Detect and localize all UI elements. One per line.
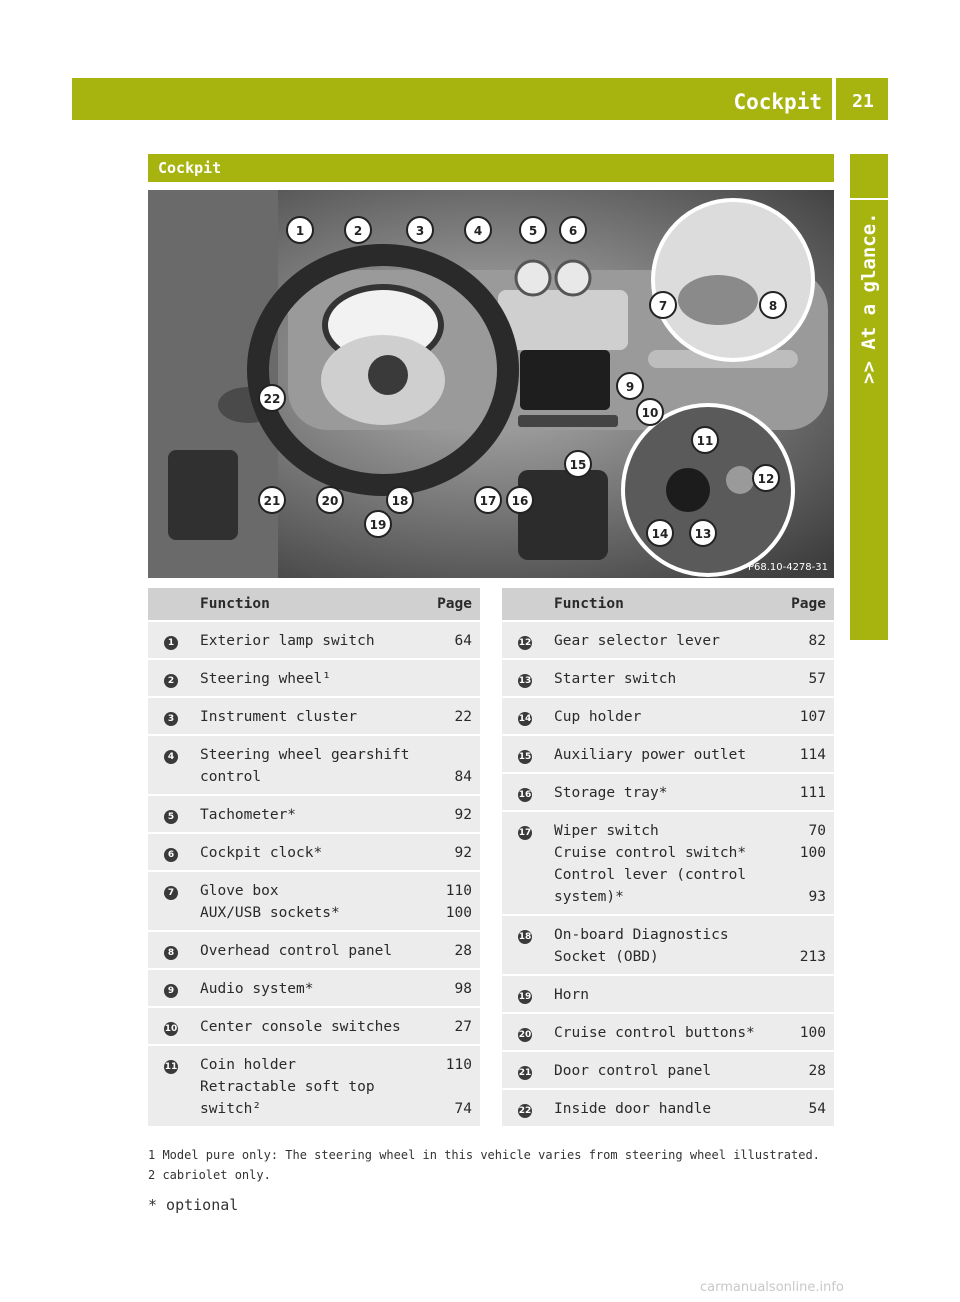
page-cell [424, 1045, 480, 1126]
function-text: Exterior lamp switch [200, 633, 375, 649]
callout-label-21: 21 [263, 494, 281, 508]
table-row [502, 1013, 834, 1051]
page-cell [424, 931, 480, 969]
function-text: Wiper switch [554, 823, 659, 839]
column-page: Page [778, 588, 834, 621]
function-text: AUX/USB sockets* [200, 905, 340, 921]
page-ref: 74 [454, 1101, 472, 1117]
table-row [502, 915, 834, 975]
page-ref: 22 [454, 709, 472, 725]
table-row [502, 975, 834, 1013]
table-row [502, 621, 834, 659]
page-cell [778, 621, 834, 659]
circled-number-icon: 10 [164, 1024, 178, 1034]
page-ref: 93 [808, 889, 826, 905]
side-tab-top [850, 154, 888, 198]
row-number-cell [148, 659, 192, 697]
circled-number-icon: 3 [164, 712, 178, 726]
function-text: Overhead control panel [200, 943, 393, 959]
circled-number-icon: 4 [164, 750, 178, 764]
function-cell [546, 1013, 778, 1051]
table-row [148, 969, 480, 1007]
page-cell [778, 1013, 834, 1051]
circled-number-icon: 2 [164, 674, 178, 688]
smart-logo-shape [368, 355, 408, 395]
function-text: Socket (OBD) [554, 949, 659, 965]
page-ref: 28 [808, 1063, 826, 1079]
page-ref: 111 [799, 785, 826, 801]
callout-label-13: 13 [694, 527, 712, 541]
function-cell [546, 915, 778, 975]
page-ref: 98 [454, 981, 472, 997]
footnote-optional: * optional [148, 1196, 239, 1214]
audio-system-shape [520, 350, 610, 410]
row-number-cell [502, 1013, 546, 1051]
circled-number-icon: 18 [518, 932, 532, 942]
circled-number-icon: 9 [164, 984, 178, 998]
page-cell [424, 621, 480, 659]
page-cell [778, 735, 834, 773]
circled-number-icon: 17 [518, 828, 532, 838]
page-ref: 57 [808, 671, 826, 687]
table-row [502, 1051, 834, 1089]
column-function: Function [546, 588, 778, 621]
page-ref [432, 1076, 472, 1098]
function-text: Steering wheel gearshift [200, 747, 410, 763]
table-row [148, 931, 480, 969]
function-text: Inside door handle [554, 1101, 712, 1117]
circled-number-icon: 13 [518, 676, 532, 686]
function-cell [192, 1045, 424, 1126]
table-row [148, 621, 480, 659]
page-cell [424, 735, 480, 795]
page-cell [424, 833, 480, 871]
function-text: Cup holder [554, 709, 642, 725]
side-tab-label: >> At a glance. [858, 212, 880, 384]
function-cell [192, 659, 424, 697]
callout-label-22: 22 [263, 392, 281, 406]
clock-shape [556, 261, 590, 295]
page-ref: 114 [799, 747, 826, 763]
circled-number-icon: 6 [164, 848, 178, 862]
page-ref: 100 [799, 845, 826, 861]
table-row [148, 1045, 480, 1126]
page-cell [778, 1089, 834, 1126]
circled-number-icon: 11 [164, 1062, 178, 1072]
tachometer-shape [516, 261, 550, 295]
column-number [148, 588, 192, 621]
function-table-right [502, 588, 834, 1126]
row-number-cell [502, 811, 546, 915]
cockpit-illustration [148, 190, 834, 578]
row-number-cell [502, 773, 546, 811]
section-title: Cockpit [158, 159, 222, 177]
page-ref [786, 984, 826, 1006]
function-text: Glove box [200, 883, 279, 899]
page-cell [778, 697, 834, 735]
page-ref: 27 [454, 1019, 472, 1035]
table-header [502, 588, 834, 621]
circled-number-icon: 20 [518, 1030, 532, 1040]
mirror-shape [678, 275, 758, 325]
page-ref: 84 [454, 769, 472, 785]
circled-number-icon: 7 [164, 886, 178, 900]
circled-number-icon: 5 [164, 810, 178, 824]
row-number-cell [502, 659, 546, 697]
callout-label-3: 3 [415, 224, 425, 238]
function-text: Retractable soft top [200, 1079, 375, 1095]
function-cell [546, 773, 778, 811]
circled-number-icon: 14 [518, 714, 532, 724]
function-text: Control lever (control [554, 867, 747, 883]
function-cell [546, 621, 778, 659]
function-cell [546, 659, 778, 697]
table-row [502, 659, 834, 697]
page-cell [424, 795, 480, 833]
row-number-cell [148, 795, 192, 833]
row-number-cell [502, 975, 546, 1013]
row-number-cell [148, 735, 192, 795]
page-ref: 100 [799, 1025, 826, 1041]
callout-label-10: 10 [641, 406, 659, 420]
function-cell [192, 621, 424, 659]
page-ref: 213 [799, 949, 826, 965]
door-control-panel-shape [168, 450, 238, 540]
row-number-cell [502, 621, 546, 659]
callout-label-18: 18 [391, 494, 409, 508]
callout-label-16: 16 [511, 494, 529, 508]
table-row [148, 697, 480, 735]
function-cell [192, 931, 424, 969]
page-cell [778, 773, 834, 811]
callout-label-8: 8 [768, 299, 778, 313]
table-row [148, 871, 480, 931]
circled-number-icon: 12 [518, 638, 532, 648]
row-number-cell [502, 697, 546, 735]
function-cell [546, 1089, 778, 1126]
row-number-cell [148, 697, 192, 735]
function-text: Coin holder [200, 1057, 297, 1073]
column-function: Function [192, 588, 424, 621]
circled-number-icon: 15 [518, 752, 532, 762]
page-number: 21 [852, 91, 874, 112]
page-ref: 100 [445, 905, 472, 921]
callout-label-12: 12 [757, 472, 775, 486]
function-text: Storage tray* [554, 785, 668, 801]
row-number-cell [148, 969, 192, 1007]
function-text: control [200, 769, 262, 785]
circled-number-icon: 22 [518, 1106, 532, 1116]
page-ref [432, 668, 472, 690]
page-ref: 110 [445, 883, 472, 899]
function-text: Gear selector lever [554, 633, 720, 649]
page-cell [424, 1007, 480, 1045]
function-cell [192, 697, 424, 735]
row-number-cell [148, 871, 192, 931]
row-number-cell [502, 1089, 546, 1126]
callout-label-9: 9 [625, 380, 635, 394]
footnote-1: 1 Model pure only: The steering wheel in this vehicle varies from steering wheel illustrated. [148, 1148, 820, 1162]
page-ref [432, 744, 472, 766]
page-cell [424, 871, 480, 931]
row-number-cell [148, 1045, 192, 1126]
table-row [148, 735, 480, 795]
callout-label-20: 20 [321, 494, 339, 508]
table-row [502, 697, 834, 735]
callout-label-5: 5 [528, 224, 538, 238]
callout-label-15: 15 [569, 458, 587, 472]
function-text: Instrument cluster [200, 709, 358, 725]
page-cell [424, 697, 480, 735]
page-ref [786, 864, 826, 886]
circled-number-icon: 8 [164, 946, 178, 960]
function-text: Door control panel [554, 1063, 712, 1079]
function-text: Horn [554, 987, 589, 1003]
page-cell [778, 1051, 834, 1089]
function-text: Tachometer* [200, 807, 297, 823]
page-ref: 28 [454, 943, 472, 959]
cup-holder-shape [666, 468, 710, 512]
table-row [502, 735, 834, 773]
function-text: Cruise control switch* [554, 845, 747, 861]
center-vents [498, 290, 628, 350]
callout-label-6: 6 [568, 224, 578, 238]
function-cell [192, 969, 424, 1007]
function-text: Steering wheel¹ [200, 671, 331, 687]
page-ref: 64 [454, 633, 472, 649]
function-text: On-board Diagnostics [554, 927, 729, 943]
function-text: Cockpit clock* [200, 845, 323, 861]
page-ref: 54 [808, 1101, 826, 1117]
page-cell [424, 969, 480, 1007]
callout-label-7: 7 [658, 299, 668, 313]
table-row [148, 1007, 480, 1045]
figure-ref: P68.10-4278-31 [747, 562, 828, 573]
function-cell [192, 795, 424, 833]
function-text: Audio system* [200, 981, 314, 997]
page-cell [778, 975, 834, 1013]
function-text: switch² [200, 1101, 262, 1117]
callout-label-19: 19 [369, 518, 387, 532]
callout-label-4: 4 [473, 224, 483, 238]
center-console-shape [518, 470, 608, 560]
column-page: Page [424, 588, 480, 621]
function-cell [546, 811, 778, 915]
circled-number-icon: 21 [518, 1068, 532, 1078]
section-bar [148, 154, 834, 182]
callout-label-17: 17 [479, 494, 497, 508]
page-ref: 92 [454, 807, 472, 823]
table-row [502, 773, 834, 811]
function-cell [546, 975, 778, 1013]
function-cell [546, 1051, 778, 1089]
page-ref: 107 [799, 709, 826, 725]
function-cell [192, 735, 424, 795]
circled-number-icon: 16 [518, 790, 532, 800]
table-row [502, 1089, 834, 1126]
console-switches-shape [518, 415, 618, 427]
function-text: Cruise control buttons* [554, 1025, 755, 1041]
page-ref: 92 [454, 845, 472, 861]
function-cell [546, 697, 778, 735]
callout-label-11: 11 [696, 434, 714, 448]
table-row [148, 795, 480, 833]
table-row [148, 659, 480, 697]
function-cell [192, 1007, 424, 1045]
page-ref: 70 [808, 823, 826, 839]
row-number-cell [502, 1051, 546, 1089]
function-text: Auxiliary power outlet [554, 747, 747, 763]
function-cell [546, 735, 778, 773]
function-table-left [148, 588, 480, 1126]
column-number [502, 588, 546, 621]
footnote-2: 2 cabriolet only. [148, 1168, 271, 1182]
row-number-cell [148, 1007, 192, 1045]
circled-number-icon: 19 [518, 992, 532, 1002]
page-cell [778, 659, 834, 697]
table-row [148, 833, 480, 871]
callout-label-2: 2 [353, 224, 363, 238]
table-row [502, 811, 834, 915]
watermark: carmanualsonline.info [700, 1280, 844, 1295]
gear-knob-shape [726, 466, 754, 494]
circled-number-icon: 1 [164, 636, 178, 650]
page-ref [786, 924, 826, 946]
page-cell [778, 811, 834, 915]
header-title: Cockpit [733, 90, 822, 114]
function-text: Starter switch [554, 671, 677, 687]
row-number-cell [148, 931, 192, 969]
page-ref: 110 [445, 1057, 472, 1073]
page-cell [424, 659, 480, 697]
function-cell [192, 871, 424, 931]
row-number-cell [502, 735, 546, 773]
function-text: system)* [554, 889, 624, 905]
page-ref: 82 [808, 633, 826, 649]
row-number-cell [502, 915, 546, 975]
page-cell [778, 915, 834, 975]
table-header [148, 588, 480, 621]
callout-label-14: 14 [651, 527, 669, 541]
header-separator [832, 78, 836, 120]
callout-label-1: 1 [295, 224, 305, 238]
function-cell [192, 833, 424, 871]
row-number-cell [148, 621, 192, 659]
row-number-cell [148, 833, 192, 871]
function-text: Center console switches [200, 1019, 401, 1035]
